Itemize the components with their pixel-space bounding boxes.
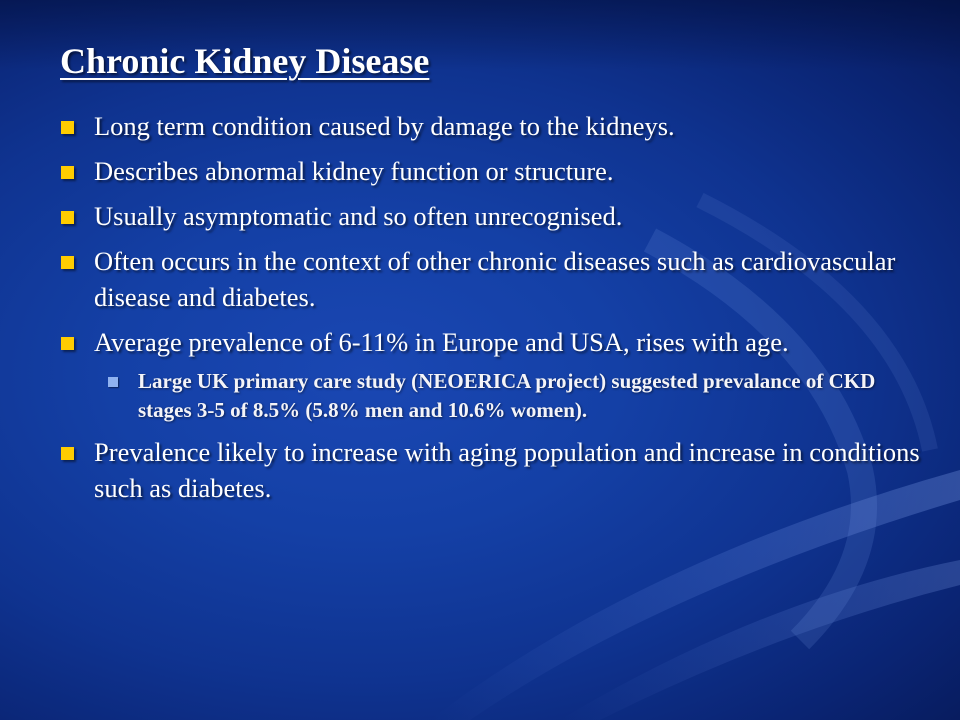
square-bullet-icon xyxy=(61,337,74,350)
sub-bullet-item xyxy=(106,367,920,425)
bullet-text: Often occurs in the context of other chronic diseases such as cardiovascular disease and diabetes. xyxy=(94,246,896,312)
square-bullet-icon xyxy=(61,211,74,224)
bullet-item xyxy=(60,108,920,144)
bullet-text: Long term condition caused by damage to the kidneys. xyxy=(94,111,675,141)
bullet-text: Prevalence likely to increase with aging population and increase in conditions such as diabetes. xyxy=(94,437,920,503)
square-sub-bullet-icon xyxy=(108,377,118,387)
bullet-item xyxy=(60,153,920,189)
sub-bullet-list xyxy=(94,367,920,425)
bullet-list xyxy=(60,108,920,515)
sub-bullet-text: Large UK primary care study (NEOERICA project) suggested prevalance of CKD stages 3-5 of 8.5% (5.8% men and 10.6% women). xyxy=(138,369,876,422)
square-bullet-icon xyxy=(61,447,74,460)
slide-title: Chronic Kidney Disease xyxy=(60,41,430,81)
bullet-text: Usually asymptomatic and so often unrecognised. xyxy=(94,201,623,231)
bullet-item xyxy=(60,243,920,315)
bullet-text: Average prevalence of 6-11% in Europe and USA, rises with age. xyxy=(94,327,789,357)
bullet-item xyxy=(60,198,920,234)
bullet-text: Describes abnormal kidney function or structure. xyxy=(94,156,614,186)
square-bullet-icon xyxy=(61,256,74,269)
bullet-item xyxy=(60,324,920,425)
square-bullet-icon xyxy=(61,121,74,134)
square-bullet-icon xyxy=(61,166,74,179)
bullet-item xyxy=(60,434,920,506)
